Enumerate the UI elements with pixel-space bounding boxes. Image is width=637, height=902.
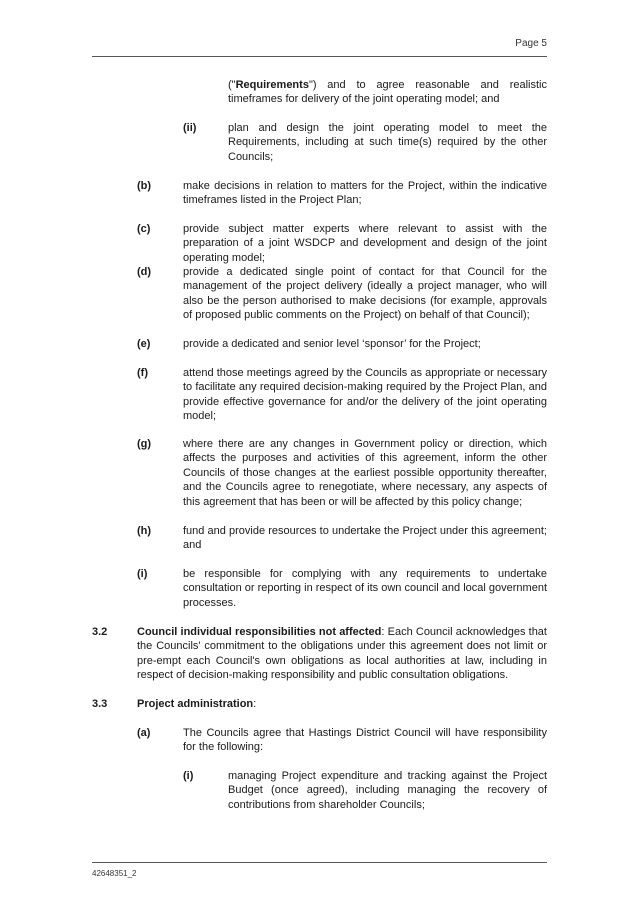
document-reference: 42648351_2 [92,869,137,878]
clause-3-2-text: : Each Council acknowledges that the Councils' commitment to the obligations under this agreement does not limit or pre-empt each Council's own obligations as local authorities at law, including in respect of decision-making responsibility and public consultation obligations. [137,626,547,682]
item-label-d: (d) [137,266,152,278]
item-text-ii: plan and design the joint operating model to meet the Requirements, including at such time(s) required by the other Councils; [228,122,547,163]
requirements-paragraph [228,78,547,107]
item-text-e: provide a dedicated and senior level ‘sponsor’ for the Project; [183,338,481,350]
page-footer [92,862,547,878]
page-header [92,30,547,57]
requirements-rest: ") and to agree reasonable and realistic timeframes for delivery of the joint operating model; and [228,79,547,106]
item-label-h: (h) [137,525,152,537]
clause-3-3-heading: Project administration [137,698,254,710]
item-label-g: (g) [137,438,152,450]
item-label-3-3-a-i: (i) [183,770,194,782]
clause-number-3-3: 3.3 [92,698,108,710]
requirements-term: Requirements [235,79,309,91]
clause-3-3-heading-line [137,697,547,711]
item-label-c: (c) [137,223,151,235]
item-label-i: (i) [137,568,148,580]
item-text-h: fund and provide resources to undertake the Project under this agreement; and [183,525,547,552]
clause-3-3-colon: : [253,698,257,710]
item-text-3-3-a: The Councils agree that Hastings District Council will have responsibility for the following: [183,727,547,754]
open-paren: (" [228,79,236,91]
clause-3-2-heading: Council individual responsibilities not affected [137,626,382,638]
item-text-i: be responsible for complying with any requirements to undertake consultation or reporting in respect of its own council and local government processes. [183,568,547,609]
item-label-3-3-a: (a) [137,727,151,739]
item-text-c: provide subject matter experts where relevant to assist with the preparation of a joint WSDCP and development and design of the joint operating model; [183,223,547,264]
item-label-e: (e) [137,338,151,350]
item-text-f: attend those meetings agreed by the Councils as appropriate or necessary to facilitate any required decision-making required by the Project Plan, and provide effective governance for and/or the delivery of the joint operating model; [183,367,547,423]
item-text-b: make decisions in relation to matters for the Project, within the indicative timeframes listed in the Project Plan; [183,180,547,207]
item-label-f: (f) [137,367,148,379]
clause-3-2-paragraph [137,625,547,683]
page-number: Page 5 [515,38,547,49]
item-label-b: (b) [137,180,152,192]
item-text-g: where there are any changes in Government policy or direction, which affects the purposes and activities of this agreement, inform the other Councils of those changes at the earliest possible opportunity thereafter, and the Councils agree to renegotiate, where necessary, any aspects of this agreement that has been or will be affected by this policy change; [183,438,547,508]
item-text-d: provide a dedicated single point of contact for that Council for the management of the project delivery (ideally a project manager, who will also be the person authorised to make decisions (for example, approvals of proposed public comments on the Project) on behalf of that Council); [183,266,547,322]
item-text-3-3-a-i: managing Project expenditure and tracking against the Project Budget (once agreed), including managing the recovery of contributions from shareholder Councils; [228,770,547,811]
item-label-ii: (ii) [183,122,197,134]
clause-number-3-2: 3.2 [92,626,108,638]
